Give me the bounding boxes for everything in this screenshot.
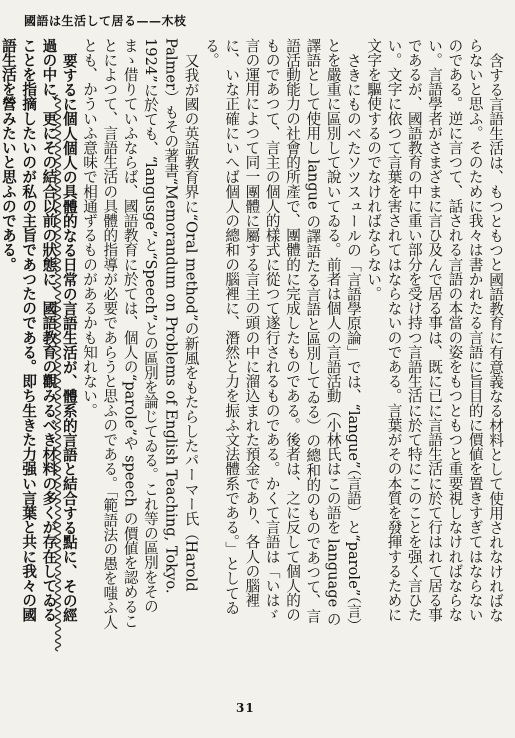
body-text bbox=[0, 38, 505, 636]
wavy-margin-line bbox=[50, 95, 66, 650]
running-head: 國語は生活して居る——木枝 bbox=[24, 14, 187, 28]
paragraph: 含する言語生活は、もつともつと國語教育に有意義なる材料として使用されなければならないと思ふ。そのために我々は書かれたる言語に旨目的に價値を置きすぎてはならないのである。逆に言つて、話される言語の本當の姿をもつともつと重要視しなければならない。言語學者がさまざまに言ひ及んで居る事は、既に已に言語生活に於て行はれて居る事であるが、國語教育の中に重い部分を受け持つ言語生活に於て特にこのことを强く言ひたい。文字に依つて言葉を害されてはならないのである。言葉がその本質を發揮するために文字を驅使するのでなければならない。 bbox=[365, 38, 504, 622]
paragraph: 要するに個人個人の具體的なる日常の言語生活が、體系的言語と結合する點に、その經過の中に、更にその結合以前の狀態に、國語教育の觀みるべき材料の多くが存在してゐることを指摘したいのが私の主旨であつたのである。即ち生きた力强い言葉と共に我々の國語生活を營みたいと思ふのである。 bbox=[0, 38, 78, 622]
paragraph: 又我が國の英語教育界に“Oral method”の新風をもたらしたパーマー氏（Harold Palmer）もその著書“Memorandum on Problems of English Teaching, Tokyo. 1924”に於ても、“langusge”と“Speech”との區別を論じてゐる。これ等の區別をそのまゝ借りていふならば、國語教育に於ては、個人の“parole”や speech の價値を認めることによつて、言語生活の具體的指導が必要であらうと思ふのである。「範語法の愚を嗤ふ人とも、かういふ意味で相通ずるものがあるかも知れない。 bbox=[81, 38, 200, 630]
page-number: 31 bbox=[236, 701, 255, 715]
paragraph: さきにものべたソツスュールの「言語學原論」では、“langue”（言語）と“parole”（言）とを嚴重に區別して說いてゐる。前者は個人の言語活動（小林氏はこの語を language の譯語として使用し langue の譯語たる言語と區別してゐる）の總和的のものであつて、言語活動能力の社會的所產で、團體的に完成したものである。後者は、之に反して個人的のものであつて、言主の個人的樣式に從つて遂行されるものである。かくて言語は「いはゞ言の運用によつて同一團體に屬する言主の頭の中に溜込まれた預金であり、各人の腦裡に、いな正確にいへば個人の總和の腦裡に、潛然と力を振ふ文法體系である。」としてゐる。 bbox=[202, 38, 362, 633]
